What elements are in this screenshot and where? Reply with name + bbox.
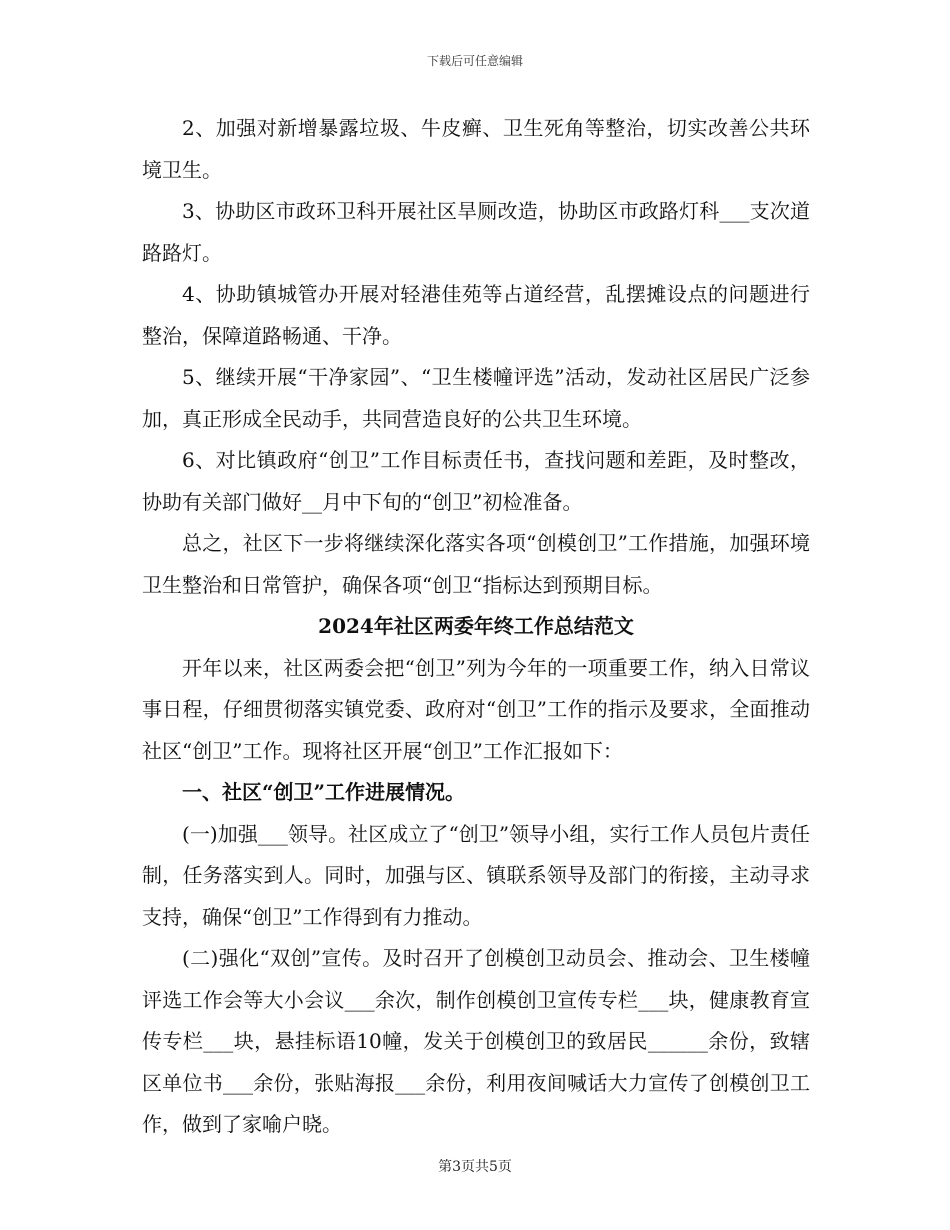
article-item-2: (二)强化“双创”宣传。及时召开了创模创卫动员会、推动会、卫生楼幢评选工作会等大小会议___余次，制作创模创卫宣传专栏___块，健康教育宣传专栏___块，悬挂标语10幢，发关于创模创卫的致居民______余份，致辖区单位书___余份，张贴海报___余份，利用夜间喊话大力宣传了创模创卫工作，做到了家喻户晓。: [142, 946, 810, 1136]
paragraph-item-6: 6、对比镇政府“创卫”工作目标责任书，查找问题和差距，及时整改，协助有关部门做好__月中下旬的“创卫”初检准备。: [142, 448, 810, 514]
article-title: 2024年社区两委年终工作总结范文: [318, 614, 634, 638]
document-body: [142, 108, 810, 1146]
page-header-note: 下载后可任意编辑: [426, 54, 523, 68]
paragraph-summary: 总之，社区下一步将继续深化落实各项“创模创卫”工作措施，加强环境卫生整治和日常管护，确保各项“创卫“指标达到预期目标。: [142, 531, 810, 597]
paragraph-item-3: 3、协助区市政环卫科开展社区旱厕改造，协助区市政路灯科___支次道路路灯。: [142, 199, 810, 265]
section-heading: 一、社区“创卫”工作进展情况。: [182, 780, 466, 804]
paragraph-item-5: 5、继续开展“干净家园”、“卫生楼幢评选”活动，发动社区居民广泛参加，真正形成全民动手，共同营造良好的公共卫生环境。: [142, 365, 810, 431]
article-item-1: (一)加强___领导。社区成立了“创卫”领导小组，实行工作人员包片责任制，任务落实到人。同时，加强与区、镇联系领导及部门的衔接，主动寻求支持，确保“创卫”工作得到有力推动。: [142, 821, 810, 929]
paragraph-item-4: 4、协助镇城管办开展对轻港佳苑等占道经营，乱摆摊设点的问题进行整治，保障道路畅通、干净。: [142, 282, 810, 348]
article-intro: 开年以来，社区两委会把“创卫”列为今年的一项重要工作，纳入日常议事日程，仔细贯彻落实镇党委、政府对“创卫”工作的指示及要求，全面推动社区“创卫”工作。现将社区开展“创卫”工作汇报如下：: [142, 655, 810, 763]
page-number: 第3页共5页: [438, 1159, 512, 1175]
paragraph-item-2: 2、加强对新增暴露垃圾、牛皮癣、卫生死角等整治，切实改善公共环境卫生。: [142, 116, 810, 182]
